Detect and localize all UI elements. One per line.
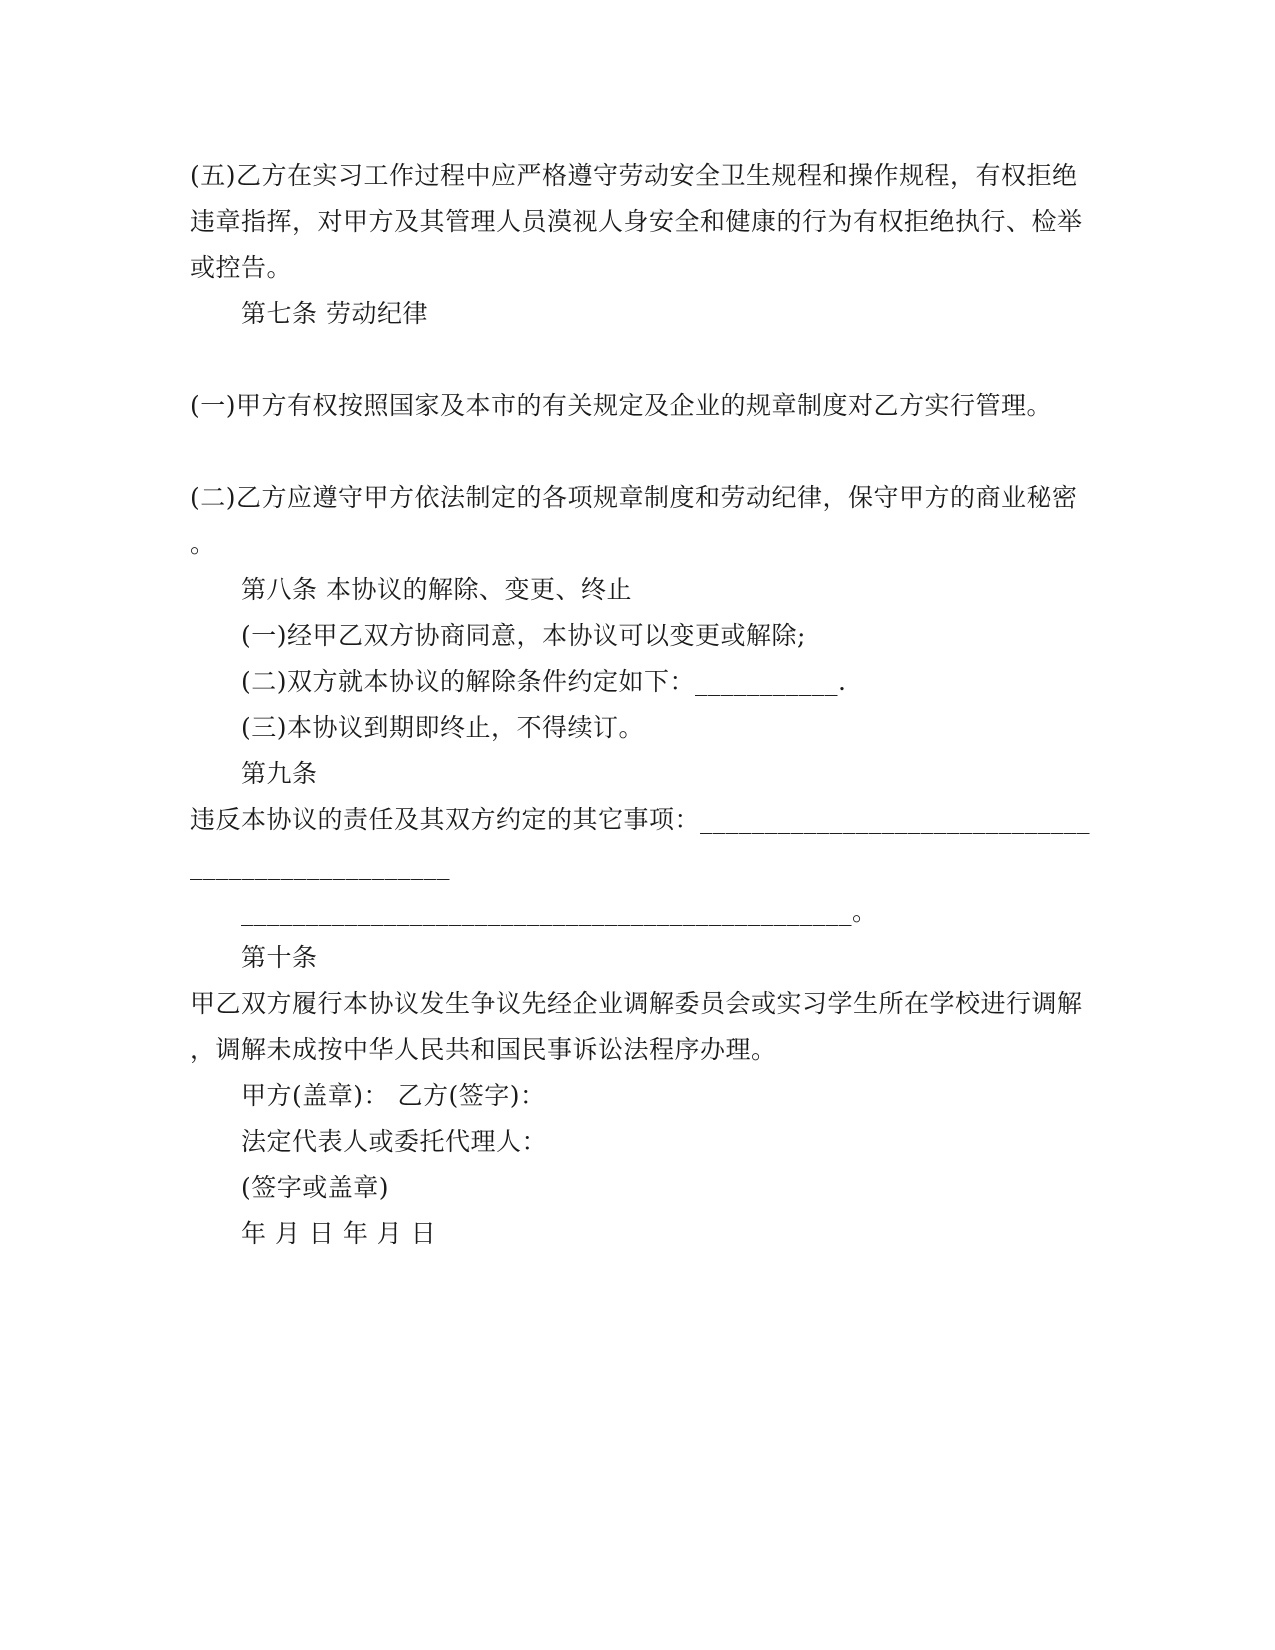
text-line: 或控告。 (190, 253, 293, 282)
blank-line: _______________________________________________。 (241, 897, 878, 926)
signature-parties: 甲方(盖章)： 乙方(签字)： (241, 1081, 546, 1110)
text-line: 。 (190, 529, 216, 558)
date-line: 年 月 日 年 月 日 (241, 1219, 437, 1248)
article-10-heading: 第十条 (241, 943, 318, 972)
sign-or-seal: (签字或盖章) (241, 1173, 390, 1202)
article-9-heading: 第九条 (241, 759, 318, 788)
text-line-clause-3: (三)本协议到期即终止，不得续订。 (241, 713, 645, 742)
article-8-heading: 第八条 本协议的解除、变更、终止 (241, 575, 632, 604)
text-line-clause-1: (一)经甲乙双方协商同意，本协议可以变更或解除; (241, 621, 806, 650)
text-line-clause-2: (二)乙方应遵守甲方依法制定的各项规章制度和劳动纪律，保守甲方的商业秘密 (190, 483, 1078, 512)
blank-line: ____________________ (190, 851, 450, 880)
legal-representative: 法定代表人或委托代理人： (241, 1127, 548, 1156)
text-line: 甲乙双方履行本协议发生争议先经企业调解委员会或实习学生所在学校进行调解 (190, 989, 1083, 1018)
text-line: 违章指挥，对甲方及其管理人员漠视人身安全和健康的行为有权拒绝执行、检举 (190, 207, 1083, 236)
text-line-clause-2: (二)双方就本协议的解除条件约定如下：___________. (241, 667, 847, 696)
text-line-clause-1: (一)甲方有权按照国家及本市的有关规定及企业的规章制度对乙方实行管理。 (190, 391, 1053, 420)
text-line-clause-5: (五)乙方在实习工作过程中应严格遵守劳动安全卫生规程和操作规程，有权拒绝 (190, 161, 1078, 190)
article-7-heading: 第七条 劳动纪律 (241, 299, 428, 328)
text-line: ，调解未成按中华人民共和国民事诉讼法程序办理。 (190, 1035, 777, 1064)
text-line: 违反本协议的责任及其双方约定的其它事项：______________________________ (190, 805, 1091, 834)
